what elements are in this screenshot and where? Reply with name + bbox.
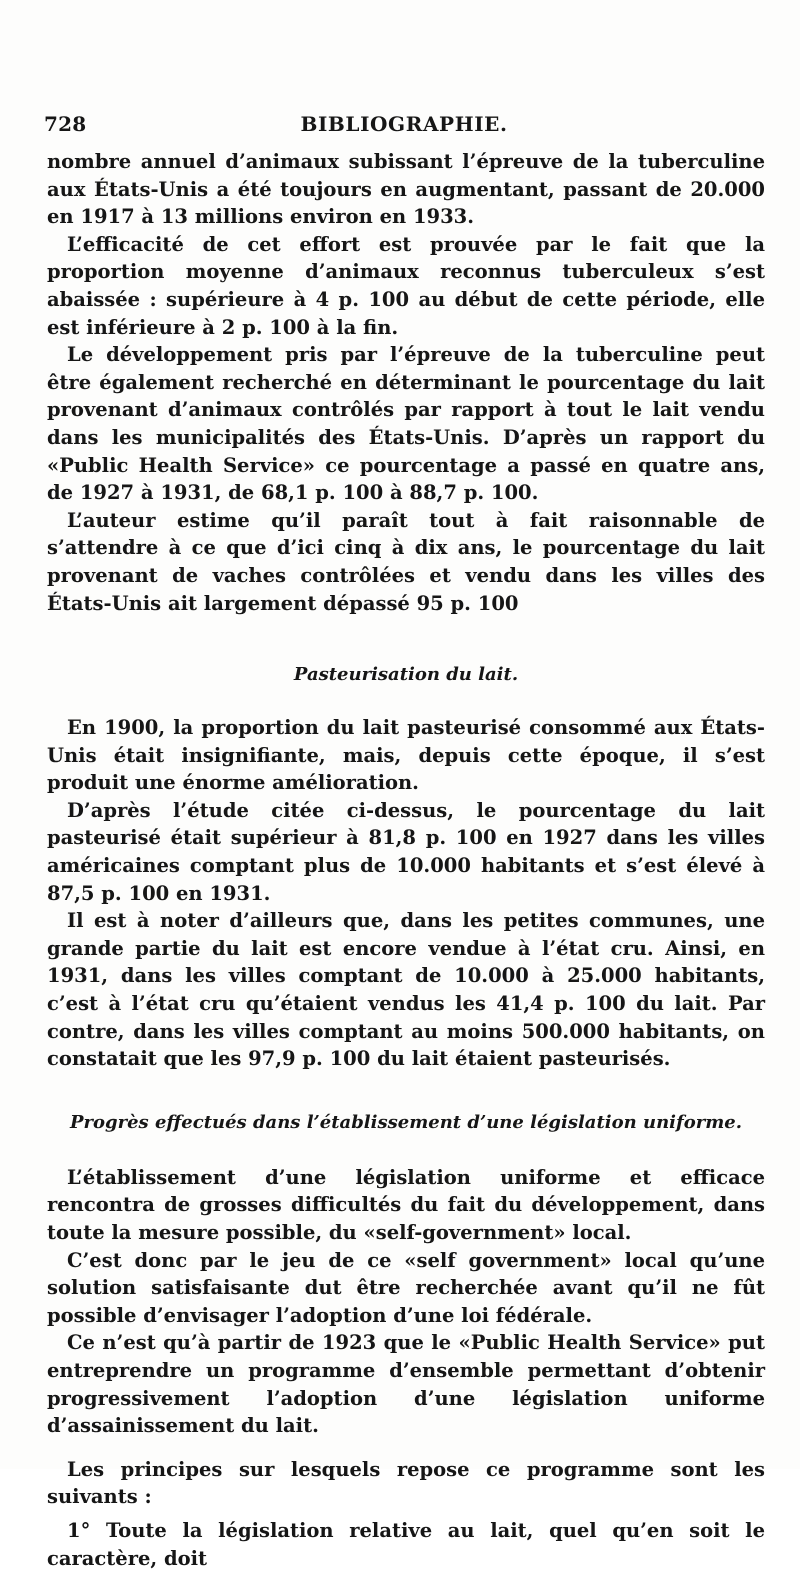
first-principle: 1° Toute la législation relative au lait, quel qu’en soit le caractère, doit xyxy=(47,1518,765,1570)
spacer xyxy=(47,688,765,714)
page-header xyxy=(44,112,764,144)
paragraph: L’établissement d’une législation uniforme et efficace rencontra de grosses difficultés du fait du développement, dans toute la mesure possible, du «self-government» local. xyxy=(47,1165,765,1244)
spacer xyxy=(47,1073,765,1109)
paragraph: D’après l’étude citée ci-dessus, le pourcentage du lait pasteurisé était supérieur à 81,8 p. 100 en 1927 dans les villes américaines comptant plus de 10.000 habitants et s’est élevé à 87,5 p. 100 en 1931. xyxy=(47,798,765,905)
paragraph: Il est à noter d’ailleurs que, dans les petites communes, une grande partie du lait est encore vendue à l’état cru. Ainsi, en 1931, dans les villes comptant de 10.000 à 25.000 habitants, c’est à l’état cru qu’étaient vendus les 41,4 p. 100 du lait. Par contre, dans les villes comptant au moins 500.000 habitants, on constatait que les 97,9 p. 100 du lait étaient pasteurisés. xyxy=(47,909,765,1071)
page-body xyxy=(47,148,765,1572)
section-title-legislation: Progrès effectués dans l’établissement d’une législation uniforme. xyxy=(70,1111,742,1133)
spacer xyxy=(47,1136,765,1164)
paragraph: En 1900, la proportion du lait pasteurisé consommé aux États-Unis était insignifiante, mais, depuis cette époque, il s’est produit une énorme amélioration. xyxy=(47,716,765,795)
paragraph: nombre annuel d’animaux subissant l’épreuve de la tuberculine aux États-Unis a été toujours en augmentant, passant de 20.000 en 1917 à 13 millions environ en 1933. xyxy=(47,150,765,229)
spacer xyxy=(47,617,765,661)
paragraph: L’efficacité de cet effort est prouvée par le fait que la proportion moyenne d’animaux reconnus tuberculeux s’est abaissée : supérieure à 4 p. 100 au début de cette période, elle est inférieure à 2 p. 100 à la fin. xyxy=(47,232,765,339)
paragraph: C’est donc par le jeu de ce «self government» local qu’une solution satisfaisante dut être recherchée avant qu’il ne fût possible d’envisager l’adoption d’une loi fédérale. xyxy=(47,1248,765,1327)
page-number: 728 xyxy=(44,112,87,136)
paragraph: Ce n’est qu’à partir de 1923 que le «Public Health Service» put entreprendre un programme d’ensemble permettant d’obtenir progressivement l’adoption d’une législation uniforme d’assainissement du lait. xyxy=(47,1331,765,1438)
spacer xyxy=(47,1440,765,1456)
running-title: BIBLIOGRAPHIE. xyxy=(300,112,508,136)
section-title-pasteurisation: Pasteurisation du lait. xyxy=(293,664,519,686)
paragraph: Le développement pris par l’épreuve de la tuberculine peut être également recherché en déterminant le pourcentage du lait provenant d’animaux contrôlés par rapport à tout le lait vendu dans les municipalités des États-Unis. D’après un rapport du «Public Health Service» ce pourcentage a passé en quatre ans, de 1927 à 1931, de 68,1 p. 100 à 88,7 p. 100. xyxy=(47,343,765,505)
paragraph: L’auteur estime qu’il paraît tout à fait raisonnable de s’attendre à ce que d’ici cinq à dix ans, le pourcentage du lait provenant de vaches contrôlées et vendu dans les villes des États-Unis ait largement dépassé 95 p. 100 xyxy=(47,508,765,615)
principles-intro: Les principes sur lesquels repose ce programme sont les suivants : xyxy=(47,1457,765,1509)
